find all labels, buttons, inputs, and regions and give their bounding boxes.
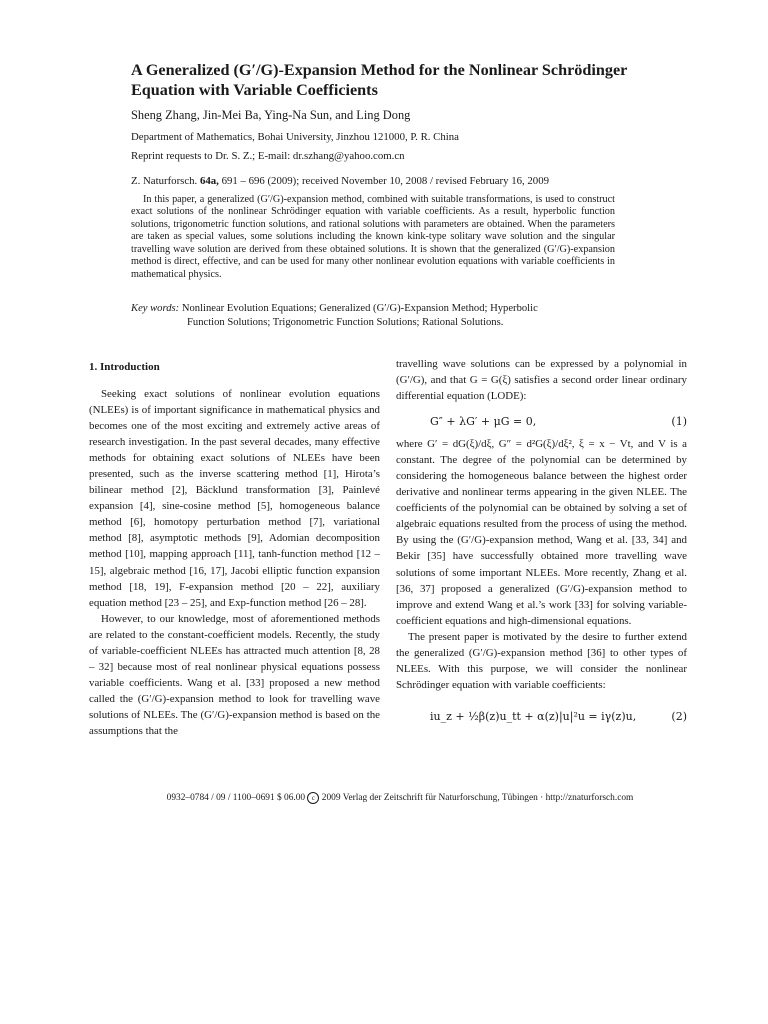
right-paragraph-3: The present paper is motivated by the desire to further extend the generalized (G′/G)-expansion method [36] to other types of NLEEs. With this purpose, we will consider the nonlinear Schrödinger equation with variable coefficients: (396, 630, 687, 691)
journal-name: Z. Naturforsch. (131, 175, 198, 187)
right-column (396, 356, 687, 739)
equation-1-number: (1) (671, 415, 687, 429)
equation-2 (396, 697, 687, 737)
copyright-icon: c (307, 792, 319, 804)
affiliation: Department of Mathematics, Bohai University, Jinzhou 121000, P. R. China (131, 131, 459, 143)
left-column (89, 356, 380, 739)
keywords-line-1 (131, 302, 611, 316)
journal-volume: 64a, (199, 175, 219, 187)
right-paragraph-2: where G′ = dG(ξ)/dξ, G″ = d²G(ξ)/dξ², ξ = x − Vt, and V is a constant. The degree of the polynomial can be determined by considering the homogeneous balance between the highest order derivative and nonlinear terms appearing in the given NLEE. The coefficients of the polynomial can be obtained by solving a set of algebraic equations resulted from the process of using the method. By using the (G′/G)-expansion method, Wang et al. [33, 34] and Bekir [35] have successfully obtained more travelling wave solutions of some important NLEEs. More recently, Zhang et al. [36, 37] proposed a generalized (G′/G)-expansion method to improve and extend Wang et al.’s work [33] for solving variable-coefficient equations and high-dimensional equations. (396, 438, 687, 627)
abstract: In this paper, a generalized (G′/G)-expansion method, combined with suitable transformations, is used to construct exact solutions of the nonlinear Schrödinger equation with variable coefficients. As a result, hyperbolic function solutions, trigonometric function solutions, and rational solutions with parameters are obtained. When the parameters are taken as special values, some solutions including the known kink-type solitary wave solution and the singular travelling wave solution are derived from these obtained solutions. It is shown that the generalized (G′/G)-expansion method is direct, effective, and can be used for many other nonlinear evolution equations with variable coefficients in mathematical physics. (131, 194, 615, 280)
keywords (131, 302, 611, 329)
journal-details: 691 – 696 (2009); received November 10, 2008 / revised February 16, 2009 (221, 175, 550, 187)
footer-publisher: 2009 Verlag der Zeitschrift für Naturforschung, Tübingen · http://znaturforsch.com (321, 793, 634, 804)
equation-1-body: G″ + λG′ + μG = 0, (430, 415, 537, 429)
section-heading: 1. Introduction (89, 361, 160, 373)
equation-2-number: (2) (671, 709, 687, 723)
intro-paragraph-2: However, to our knowledge, most of aforementioned methods are related to the constant-coefficient models. Recently, the study of variable-coefficient NLEEs has attracted much attention [8, 28 – 32] because most of real nonlinear physical equations possess variable coefficients. Wang et al. [33] proposed a new method called the (G′/G)-expansion method to look for travelling wave solutions of NLEEs. The (G′/G)-expansion method is based on the assumptions that the (89, 612, 380, 737)
reprint-request: Reprint requests to Dr. S. Z.; E-mail: dr.szhang@yahoo.com.cn (131, 150, 405, 162)
keywords-text-1: Nonlinear Evolution Equations; Generalized (G′/G)-Expansion Method; Hyperbolic (181, 303, 538, 314)
author-list: Sheng Zhang, Jin-Mei Ba, Ying-Na Sun, and Ling Dong (131, 108, 411, 122)
intro-paragraph-1: Seeking exact solutions of nonlinear evolution equations (NLEEs) is of important significance in mathematical physics and becomes one of the most exciting and extremely active areas of research investigation. In the past several decades, many effective methods for obtaining exact solutions of NLEEs have been presented, such as the inverse scattering method [1], Hirota’s bilinear method [2], Bäcklund transformation [3], Painlevé expansion [4], sine-cosine method [5], homogeneous balance method [6], homotopy perturbation method [7], variational method [8], asymptotic methods [9], Adomian decomposition method [10], mapping approach [11], tanh-function method [12 – 15], algebraic method [16, 17], Jacobi elliptic function expansion method [18, 19], F-expansion method [20 – 22], auxiliary equation method [23 – 25], and Exp-function method [26 – 28]. (89, 388, 380, 609)
keywords-text-2: Function Solutions; Trigonometric Function Solutions; Rational Solutions. (187, 316, 504, 328)
equation-1 (396, 408, 687, 434)
keywords-label: Key words: (131, 303, 180, 314)
paper-title: A Generalized (G′/G)-Expansion Method for the Nonlinear Schrödinger Equation with Variable Coefficients (131, 61, 628, 99)
footer-issn: 0932–0784 / 09 / 1100–0691 $ 06.00 (166, 793, 306, 804)
right-paragraph-1: travelling wave solutions can be expressed by a polynomial in (G′/G), and that G = G(ξ) satisfies a second order linear ordinary differential equation (LODE): (396, 358, 687, 403)
journal-citation (131, 175, 549, 187)
equation-2-body: iu_z + ½β(z)u_tt + α(z)|u|²u = iγ(z)u, (430, 709, 637, 723)
page-footer (120, 792, 680, 804)
